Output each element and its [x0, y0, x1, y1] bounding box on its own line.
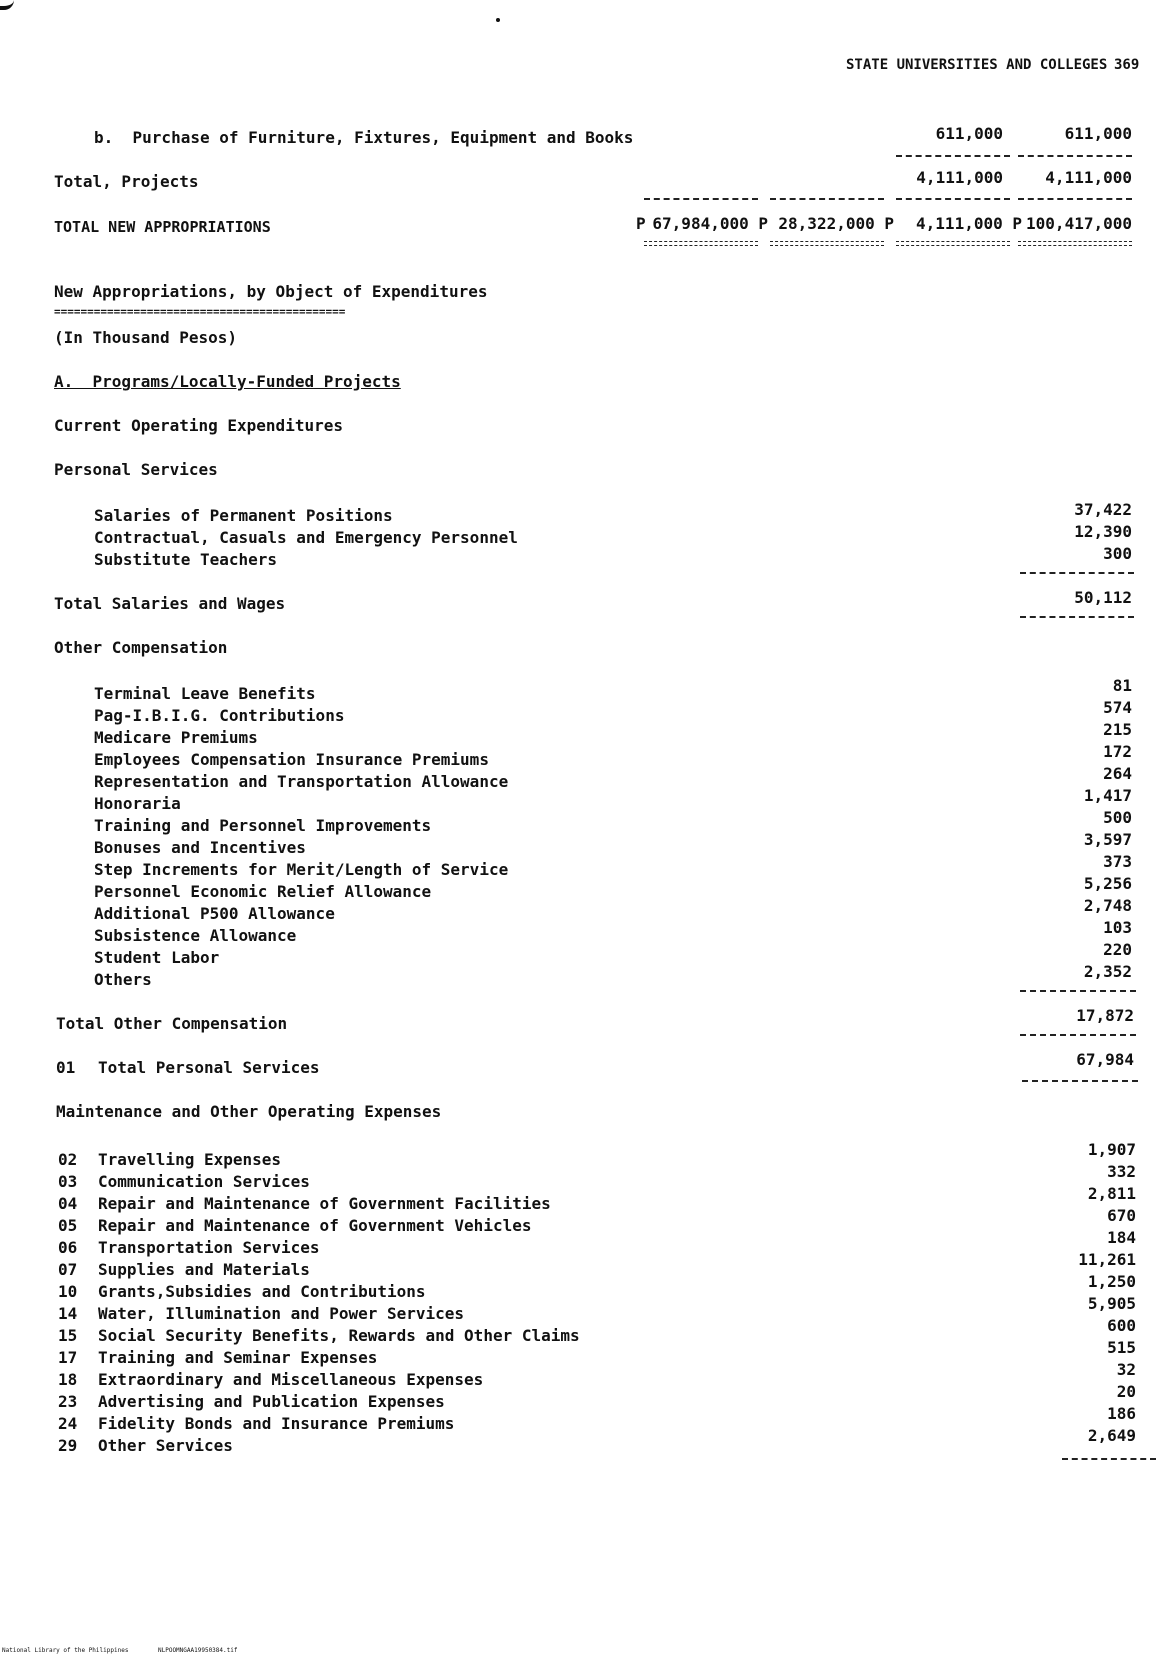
total-other-compensation-value: 17,872 [1076, 1006, 1134, 1025]
other-comp-label: Honoraria [94, 794, 181, 813]
other-compensation-heading: Other Compensation [54, 638, 228, 657]
total-other-compensation-label: Total Other Compensation [56, 1014, 288, 1033]
other-comp-value: 2,352 [1083, 962, 1132, 981]
rule-subtotal-mooe [1062, 1458, 1156, 1460]
salary-label: Salaries of Permanent Positions [94, 506, 393, 525]
mooe-label: Travelling Expenses [98, 1150, 282, 1169]
total-new-appropriations-col4: 100,417,000 [1026, 214, 1132, 233]
running-header-title: STATE UNIVERSITIES AND COLLEGES [846, 57, 1108, 73]
double-rule-col3 [896, 241, 1010, 246]
mooe-label: Water, Illumination and Power Services [98, 1304, 465, 1323]
total-personal-services-code: 01 [56, 1058, 76, 1077]
other-comp-value: 373 [1103, 852, 1132, 871]
scan-corner-mark [0, 0, 14, 10]
other-comp-value: 574 [1103, 698, 1132, 717]
total-salaries-value: 50,112 [1074, 588, 1132, 607]
mooe-value: 600 [1107, 1316, 1136, 1335]
other-comp-label: Pag-I.B.I.G. Contributions [94, 706, 345, 725]
mooe-label: Other Services [98, 1436, 233, 1455]
mooe-label: Supplies and Materials [98, 1260, 310, 1279]
salary-value: 300 [1103, 544, 1132, 563]
other-comp-label: Representation and Transportation Allowance [94, 772, 509, 791]
mooe-value: 2,811 [1087, 1184, 1136, 1203]
scan-speck [496, 18, 500, 22]
rule-total-salaries [1020, 616, 1134, 618]
mooe-value: 11,261 [1078, 1250, 1136, 1269]
mooe-code: 14 [58, 1304, 78, 1323]
other-comp-label: Bonuses and Incentives [94, 838, 306, 857]
salary-value: 37,422 [1074, 500, 1132, 519]
mooe-label: Extraordinary and Miscellaneous Expenses [98, 1370, 484, 1389]
purchase-furniture-col3: 611,000 [935, 124, 1003, 143]
mooe-label: Social Security Benefits, Rewards and Other Claims [98, 1326, 580, 1345]
other-comp-value: 172 [1103, 742, 1132, 761]
rule-col3-a [896, 155, 1010, 157]
other-comp-value: 3,597 [1083, 830, 1132, 849]
personal-services-heading: Personal Services [54, 460, 218, 479]
rule-subtotal-salaries [1020, 572, 1134, 574]
total-new-appropriations-col2: 28,322,000 P [778, 214, 894, 233]
mooe-value: 184 [1107, 1228, 1136, 1247]
mooe-value: 186 [1107, 1404, 1136, 1423]
other-comp-value: 5,256 [1083, 874, 1132, 893]
section-heading: New Appropriations, by Object of Expenditures [54, 282, 488, 301]
mooe-code: 24 [58, 1414, 78, 1433]
mooe-code: 05 [58, 1216, 78, 1235]
salary-label: Contractual, Casuals and Emergency Personnel [94, 528, 518, 547]
mooe-code: 03 [58, 1172, 78, 1191]
rule-col3-b [896, 198, 1010, 200]
rule-col1-b [644, 198, 758, 200]
rule-subtotal-other-comp [1020, 990, 1136, 992]
mooe-value: 20 [1116, 1382, 1136, 1401]
mooe-value: 32 [1116, 1360, 1136, 1379]
mooe-code: 29 [58, 1436, 78, 1455]
purchase-furniture-col4: 611,000 [1064, 124, 1132, 143]
mooe-code: 06 [58, 1238, 78, 1257]
mooe-value: 1,250 [1087, 1272, 1136, 1291]
other-comp-value: 220 [1103, 940, 1132, 959]
other-comp-value: 215 [1103, 720, 1132, 739]
rule-col4-b [1018, 198, 1132, 200]
other-comp-label: Terminal Leave Benefits [94, 684, 316, 703]
mooe-label: Transportation Services [98, 1238, 320, 1257]
other-comp-value: 103 [1103, 918, 1132, 937]
other-comp-label: Student Labor [94, 948, 220, 967]
total-salaries-label: Total Salaries and Wages [54, 594, 286, 613]
total-projects-col4: 4,111,000 [1045, 168, 1132, 187]
rule-col4-a [1018, 155, 1132, 157]
total-new-appropriations-col1: 67,984,000 P [652, 214, 768, 233]
programs-heading: A. Programs/Locally-Funded Projects [54, 372, 401, 391]
mooe-code: 04 [58, 1194, 78, 1213]
mooe-value: 515 [1107, 1338, 1136, 1357]
total-projects-col3: 4,111,000 [916, 168, 1003, 187]
other-comp-label: Training and Personnel Improvements [94, 816, 432, 835]
mooe-label: Repair and Maintenance of Government Vehicles [98, 1216, 532, 1235]
mooe-label: Communication Services [98, 1172, 310, 1191]
other-comp-label: Personnel Economic Relief Allowance [94, 882, 432, 901]
other-comp-label: Others [94, 970, 152, 989]
rule-total-personal-services [1022, 1080, 1138, 1082]
total-new-appropriations-label: TOTAL NEW APPROPRIATIONS [54, 218, 271, 236]
double-rule-col4 [1018, 241, 1132, 246]
mooe-code: 07 [58, 1260, 78, 1279]
rule-total-other-comp [1020, 1034, 1136, 1036]
mooe-value: 2,649 [1087, 1426, 1136, 1445]
salary-value: 12,390 [1074, 522, 1132, 541]
other-comp-label: Additional P500 Allowance [94, 904, 335, 923]
unit-note: (In Thousand Pesos) [54, 328, 238, 347]
double-rule-col1 [644, 241, 758, 246]
peso-sign: P [636, 214, 646, 233]
mooe-code: 23 [58, 1392, 78, 1411]
current-operating-heading: Current Operating Expenditures [54, 416, 343, 435]
page-number: 369 [1114, 57, 1140, 73]
other-comp-value: 81 [1112, 676, 1132, 695]
total-personal-services-value: 67,984 [1076, 1050, 1134, 1069]
mooe-label: Training and Seminar Expenses [98, 1348, 378, 1367]
footer-library: National Library of the Philippines [2, 1647, 129, 1654]
mooe-code: 02 [58, 1150, 78, 1169]
mooe-code: 15 [58, 1326, 78, 1345]
other-comp-value: 264 [1103, 764, 1132, 783]
other-comp-label: Employees Compensation Insurance Premiums [94, 750, 489, 769]
other-comp-label: Medicare Premiums [94, 728, 258, 747]
purchase-furniture-label: b. Purchase of Furniture, Fixtures, Equipment and Books [94, 128, 634, 147]
mooe-code: 10 [58, 1282, 78, 1301]
mooe-value: 670 [1107, 1206, 1136, 1225]
mooe-heading: Maintenance and Other Operating Expenses [56, 1102, 442, 1121]
mooe-label: Grants,Subsidies and Contributions [98, 1282, 426, 1301]
footer-file: NLPOOMNGAA19950384.tif [158, 1647, 238, 1654]
other-comp-label: Subsistence Allowance [94, 926, 297, 945]
other-comp-value: 1,417 [1083, 786, 1132, 805]
salary-label: Substitute Teachers [94, 550, 278, 569]
mooe-value: 1,907 [1087, 1140, 1136, 1159]
rule-col2-b [770, 198, 884, 200]
other-comp-label: Step Increments for Merit/Length of Service [94, 860, 509, 879]
section-heading-rule: ============================================ [54, 305, 346, 318]
mooe-value: 5,905 [1087, 1294, 1136, 1313]
total-projects-label: Total, Projects [54, 172, 199, 191]
mooe-code: 18 [58, 1370, 78, 1389]
total-personal-services-label: Total Personal Services [98, 1058, 320, 1077]
mooe-value: 332 [1107, 1162, 1136, 1181]
total-new-appropriations-col3: 4,111,000 P [916, 214, 1022, 233]
other-comp-value: 500 [1103, 808, 1132, 827]
other-comp-value: 2,748 [1083, 896, 1132, 915]
mooe-label: Repair and Maintenance of Government Facilities [98, 1194, 551, 1213]
mooe-label: Advertising and Publication Expenses [98, 1392, 445, 1411]
mooe-label: Fidelity Bonds and Insurance Premiums [98, 1414, 455, 1433]
mooe-code: 17 [58, 1348, 78, 1367]
double-rule-col2 [770, 241, 884, 246]
